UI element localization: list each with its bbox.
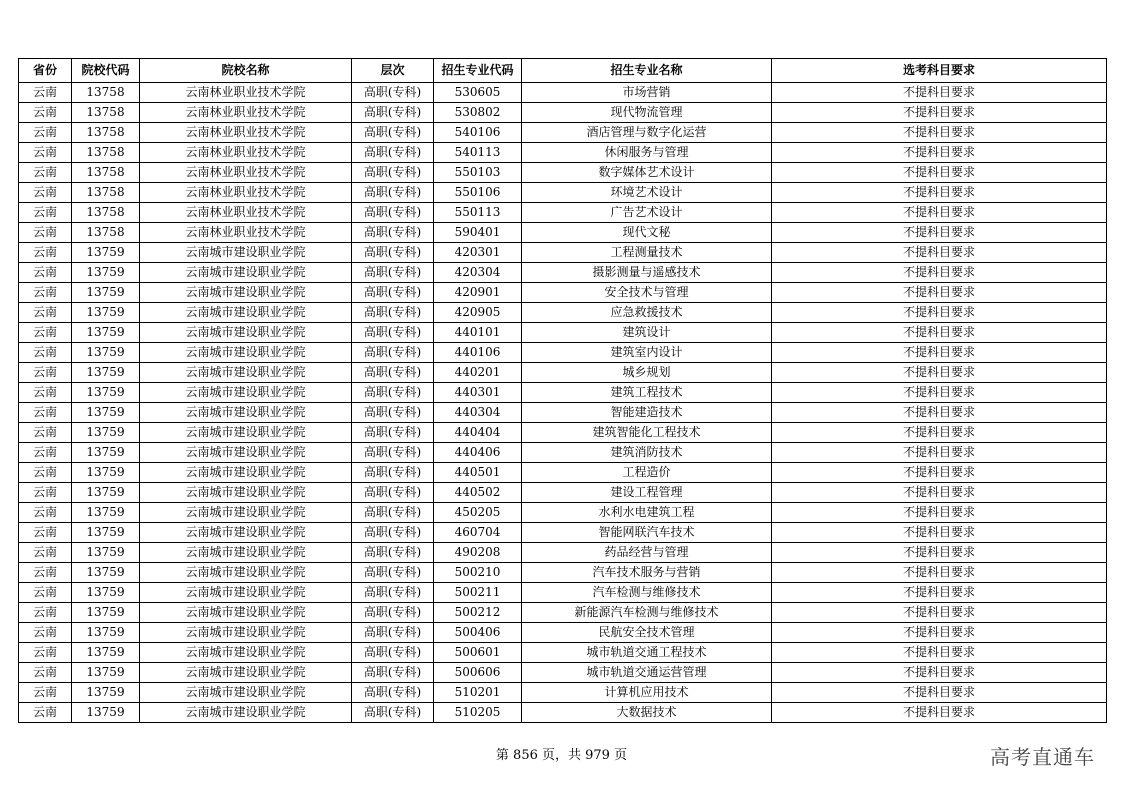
cell-province: 云南 [19, 683, 72, 703]
cell-school-name: 云南城市建设职业学院 [140, 463, 352, 483]
header-school-name: 院校名称 [140, 59, 352, 83]
cell-school-code: 13759 [72, 583, 140, 603]
cell-school-name: 云南城市建设职业学院 [140, 403, 352, 423]
table-row [19, 603, 1107, 623]
cell-school-name: 云南林业职业技术学院 [140, 103, 352, 123]
cell-subject-requirement: 不提科目要求 [772, 363, 1107, 383]
cell-major-name: 城乡规划 [522, 363, 772, 383]
cell-province: 云南 [19, 703, 72, 723]
cell-major-name: 建筑工程技术 [522, 383, 772, 403]
cell-major-name: 智能网联汽车技术 [522, 523, 772, 543]
cell-school-code: 13758 [72, 223, 140, 243]
cell-level: 高职(专科) [352, 283, 434, 303]
cell-subject-requirement: 不提科目要求 [772, 583, 1107, 603]
cell-level: 高职(专科) [352, 503, 434, 523]
cell-major-name: 水利水电建筑工程 [522, 503, 772, 523]
cell-major-code: 540113 [434, 143, 522, 163]
cell-school-name: 云南城市建设职业学院 [140, 563, 352, 583]
cell-level: 高职(专科) [352, 703, 434, 723]
cell-level: 高职(专科) [352, 323, 434, 343]
cell-province: 云南 [19, 423, 72, 443]
cell-subject-requirement: 不提科目要求 [772, 543, 1107, 563]
cell-school-code: 13759 [72, 603, 140, 623]
cell-subject-requirement: 不提科目要求 [772, 303, 1107, 323]
cell-school-name: 云南城市建设职业学院 [140, 523, 352, 543]
cell-major-code: 550103 [434, 163, 522, 183]
cell-school-code: 13759 [72, 683, 140, 703]
cell-province: 云南 [19, 103, 72, 123]
cell-major-name: 安全技术与管理 [522, 283, 772, 303]
cell-school-code: 13759 [72, 483, 140, 503]
cell-major-name: 工程测量技术 [522, 243, 772, 263]
cell-subject-requirement: 不提科目要求 [772, 403, 1107, 423]
cell-major-name: 应急救援技术 [522, 303, 772, 323]
cell-major-code: 460704 [434, 523, 522, 543]
cell-school-name: 云南城市建设职业学院 [140, 643, 352, 663]
cell-province: 云南 [19, 203, 72, 223]
cell-province: 云南 [19, 383, 72, 403]
cell-major-name: 工程造价 [522, 463, 772, 483]
cell-major-name: 建设工程管理 [522, 483, 772, 503]
cell-major-code: 500212 [434, 603, 522, 623]
cell-province: 云南 [19, 183, 72, 203]
page-number: 第 856 页，共 979 页 [495, 748, 628, 763]
cell-major-code: 510205 [434, 703, 522, 723]
table-row [19, 283, 1107, 303]
cell-major-code: 490208 [434, 543, 522, 563]
cell-level: 高职(专科) [352, 643, 434, 663]
cell-subject-requirement: 不提科目要求 [772, 223, 1107, 243]
cell-major-code: 440502 [434, 483, 522, 503]
cell-major-code: 500211 [434, 583, 522, 603]
cell-school-name: 云南城市建设职业学院 [140, 423, 352, 443]
cell-major-name: 汽车技术服务与营销 [522, 563, 772, 583]
cell-school-code: 13759 [72, 443, 140, 463]
table-row [19, 203, 1107, 223]
cell-school-name: 云南林业职业技术学院 [140, 223, 352, 243]
cell-level: 高职(专科) [352, 483, 434, 503]
cell-major-name: 智能建造技术 [522, 403, 772, 423]
cell-level: 高职(专科) [352, 83, 434, 103]
cell-level: 高职(专科) [352, 243, 434, 263]
cell-subject-requirement: 不提科目要求 [772, 323, 1107, 343]
table-row [19, 643, 1107, 663]
cell-major-name: 计算机应用技术 [522, 683, 772, 703]
cell-subject-requirement: 不提科目要求 [772, 443, 1107, 463]
cell-level: 高职(专科) [352, 363, 434, 383]
table-header [19, 59, 1107, 83]
header-level: 层次 [352, 59, 434, 83]
cell-major-name: 数字媒体艺术设计 [522, 163, 772, 183]
cell-subject-requirement: 不提科目要求 [772, 283, 1107, 303]
cell-major-code: 440404 [434, 423, 522, 443]
cell-subject-requirement: 不提科目要求 [772, 203, 1107, 223]
cell-subject-requirement: 不提科目要求 [772, 243, 1107, 263]
cell-major-code: 500406 [434, 623, 522, 643]
cell-subject-requirement: 不提科目要求 [772, 503, 1107, 523]
cell-province: 云南 [19, 643, 72, 663]
cell-major-name: 民航安全技术管理 [522, 623, 772, 643]
cell-subject-requirement: 不提科目要求 [772, 123, 1107, 143]
header-major-code: 招生专业代码 [434, 59, 522, 83]
cell-province: 云南 [19, 303, 72, 323]
cell-province: 云南 [19, 123, 72, 143]
cell-major-name: 新能源汽车检测与维修技术 [522, 603, 772, 623]
cell-school-name: 云南城市建设职业学院 [140, 243, 352, 263]
cell-major-code: 540106 [434, 123, 522, 143]
cell-province: 云南 [19, 363, 72, 383]
table-row [19, 363, 1107, 383]
cell-level: 高职(专科) [352, 523, 434, 543]
cell-subject-requirement: 不提科目要求 [772, 663, 1107, 683]
table-row [19, 623, 1107, 643]
cell-subject-requirement: 不提科目要求 [772, 343, 1107, 363]
cell-major-name: 汽车检测与维修技术 [522, 583, 772, 603]
cell-school-code: 13758 [72, 103, 140, 123]
cell-school-name: 云南城市建设职业学院 [140, 663, 352, 683]
cell-subject-requirement: 不提科目要求 [772, 383, 1107, 403]
cell-major-name: 建筑室内设计 [522, 343, 772, 363]
cell-province: 云南 [19, 263, 72, 283]
cell-major-code: 420905 [434, 303, 522, 323]
table-row [19, 183, 1107, 203]
table-row [19, 483, 1107, 503]
table-row [19, 163, 1107, 183]
cell-major-code: 420301 [434, 243, 522, 263]
table-row [19, 263, 1107, 283]
cell-school-name: 云南城市建设职业学院 [140, 283, 352, 303]
table-row [19, 663, 1107, 683]
cell-province: 云南 [19, 443, 72, 463]
cell-major-code: 500606 [434, 663, 522, 683]
table-row [19, 683, 1107, 703]
cell-province: 云南 [19, 83, 72, 103]
cell-subject-requirement: 不提科目要求 [772, 523, 1107, 543]
cell-major-code: 440406 [434, 443, 522, 463]
cell-subject-requirement: 不提科目要求 [772, 483, 1107, 503]
cell-major-code: 590401 [434, 223, 522, 243]
cell-major-name: 建筑设计 [522, 323, 772, 343]
watermark-logo: 高考直通车 [990, 745, 1095, 769]
table-row [19, 703, 1107, 723]
table-row [19, 563, 1107, 583]
cell-province: 云南 [19, 523, 72, 543]
cell-subject-requirement: 不提科目要求 [772, 143, 1107, 163]
cell-major-code: 500601 [434, 643, 522, 663]
table-row [19, 503, 1107, 523]
cell-school-code: 13759 [72, 503, 140, 523]
cell-level: 高职(专科) [352, 203, 434, 223]
table-row [19, 583, 1107, 603]
cell-school-name: 云南城市建设职业学院 [140, 603, 352, 623]
cell-major-code: 440501 [434, 463, 522, 483]
cell-school-code: 13759 [72, 643, 140, 663]
cell-level: 高职(专科) [352, 543, 434, 563]
cell-major-code: 440301 [434, 383, 522, 403]
table-row [19, 323, 1107, 343]
cell-subject-requirement: 不提科目要求 [772, 83, 1107, 103]
cell-level: 高职(专科) [352, 303, 434, 323]
cell-level: 高职(专科) [352, 143, 434, 163]
cell-province: 云南 [19, 463, 72, 483]
cell-major-code: 420304 [434, 263, 522, 283]
cell-school-name: 云南城市建设职业学院 [140, 543, 352, 563]
cell-major-code: 440201 [434, 363, 522, 383]
cell-level: 高职(专科) [352, 263, 434, 283]
cell-level: 高职(专科) [352, 223, 434, 243]
cell-school-code: 13759 [72, 563, 140, 583]
cell-school-code: 13759 [72, 343, 140, 363]
cell-level: 高职(专科) [352, 583, 434, 603]
cell-school-name: 云南林业职业技术学院 [140, 83, 352, 103]
cell-school-code: 13759 [72, 383, 140, 403]
header-major-name: 招生专业名称 [522, 59, 772, 83]
cell-school-code: 13759 [72, 263, 140, 283]
cell-province: 云南 [19, 223, 72, 243]
table-row [19, 403, 1107, 423]
cell-level: 高职(专科) [352, 443, 434, 463]
cell-level: 高职(专科) [352, 383, 434, 403]
cell-major-name: 现代物流管理 [522, 103, 772, 123]
cell-province: 云南 [19, 483, 72, 503]
cell-province: 云南 [19, 663, 72, 683]
cell-subject-requirement: 不提科目要求 [772, 623, 1107, 643]
cell-major-name: 广告艺术设计 [522, 203, 772, 223]
cell-province: 云南 [19, 143, 72, 163]
header-subject-requirement: 选考科目要求 [772, 59, 1107, 83]
header-row [19, 59, 1107, 83]
cell-major-name: 大数据技术 [522, 703, 772, 723]
table-row [19, 523, 1107, 543]
table-row [19, 443, 1107, 463]
cell-level: 高职(专科) [352, 663, 434, 683]
cell-major-name: 现代文秘 [522, 223, 772, 243]
cell-school-code: 13759 [72, 423, 140, 443]
cell-level: 高职(专科) [352, 123, 434, 143]
cell-level: 高职(专科) [352, 563, 434, 583]
cell-school-code: 13759 [72, 623, 140, 643]
cell-school-code: 13758 [72, 123, 140, 143]
cell-school-name: 云南城市建设职业学院 [140, 703, 352, 723]
table-row [19, 543, 1107, 563]
cell-level: 高职(专科) [352, 623, 434, 643]
cell-school-code: 13759 [72, 703, 140, 723]
cell-school-code: 13759 [72, 303, 140, 323]
table-row [19, 303, 1107, 323]
cell-level: 高职(专科) [352, 343, 434, 363]
cell-province: 云南 [19, 503, 72, 523]
table-row [19, 83, 1107, 103]
table-row [19, 123, 1107, 143]
cell-school-name: 云南城市建设职业学院 [140, 443, 352, 463]
cell-major-code: 450205 [434, 503, 522, 523]
cell-school-name: 云南城市建设职业学院 [140, 483, 352, 503]
cell-subject-requirement: 不提科目要求 [772, 703, 1107, 723]
cell-school-code: 13758 [72, 143, 140, 163]
cell-school-name: 云南城市建设职业学院 [140, 623, 352, 643]
cell-major-name: 酒店管理与数字化运营 [522, 123, 772, 143]
cell-province: 云南 [19, 243, 72, 263]
cell-major-code: 440101 [434, 323, 522, 343]
cell-major-code: 550113 [434, 203, 522, 223]
cell-school-name: 云南城市建设职业学院 [140, 383, 352, 403]
table-row [19, 423, 1107, 443]
cell-major-name: 城市轨道交通运营管理 [522, 663, 772, 683]
cell-major-name: 建筑消防技术 [522, 443, 772, 463]
cell-school-code: 13759 [72, 323, 140, 343]
table-row [19, 383, 1107, 403]
header-province: 省份 [19, 59, 72, 83]
cell-school-name: 云南城市建设职业学院 [140, 343, 352, 363]
cell-school-code: 13759 [72, 543, 140, 563]
cell-level: 高职(专科) [352, 183, 434, 203]
cell-school-code: 13759 [72, 283, 140, 303]
cell-major-code: 530802 [434, 103, 522, 123]
cell-subject-requirement: 不提科目要求 [772, 683, 1107, 703]
table-row [19, 103, 1107, 123]
cell-major-code: 510201 [434, 683, 522, 703]
cell-level: 高职(专科) [352, 423, 434, 443]
cell-province: 云南 [19, 583, 72, 603]
cell-subject-requirement: 不提科目要求 [772, 263, 1107, 283]
cell-subject-requirement: 不提科目要求 [772, 103, 1107, 123]
cell-province: 云南 [19, 623, 72, 643]
cell-major-code: 440304 [434, 403, 522, 423]
cell-school-code: 13759 [72, 463, 140, 483]
table-body [19, 83, 1107, 723]
cell-school-name: 云南城市建设职业学院 [140, 503, 352, 523]
cell-province: 云南 [19, 603, 72, 623]
cell-school-code: 13759 [72, 663, 140, 683]
cell-province: 云南 [19, 403, 72, 423]
cell-school-name: 云南城市建设职业学院 [140, 683, 352, 703]
cell-level: 高职(专科) [352, 103, 434, 123]
cell-school-name: 云南林业职业技术学院 [140, 143, 352, 163]
cell-subject-requirement: 不提科目要求 [772, 463, 1107, 483]
cell-school-code: 13758 [72, 203, 140, 223]
cell-province: 云南 [19, 563, 72, 583]
cell-major-code: 550106 [434, 183, 522, 203]
cell-school-code: 13758 [72, 183, 140, 203]
cell-major-name: 环境艺术设计 [522, 183, 772, 203]
cell-major-name: 摄影测量与遥感技术 [522, 263, 772, 283]
cell-level: 高职(专科) [352, 603, 434, 623]
cell-subject-requirement: 不提科目要求 [772, 163, 1107, 183]
header-school-code: 院校代码 [72, 59, 140, 83]
cell-school-code: 13759 [72, 403, 140, 423]
cell-school-name: 云南城市建设职业学院 [140, 323, 352, 343]
cell-school-code: 13758 [72, 163, 140, 183]
cell-province: 云南 [19, 543, 72, 563]
cell-school-name: 云南城市建设职业学院 [140, 583, 352, 603]
cell-major-name: 市场营销 [522, 83, 772, 103]
cell-province: 云南 [19, 323, 72, 343]
cell-major-name: 城市轨道交通工程技术 [522, 643, 772, 663]
cell-school-name: 云南城市建设职业学院 [140, 263, 352, 283]
cell-major-code: 440106 [434, 343, 522, 363]
cell-school-name: 云南林业职业技术学院 [140, 203, 352, 223]
cell-school-name: 云南城市建设职业学院 [140, 303, 352, 323]
cell-province: 云南 [19, 163, 72, 183]
cell-school-name: 云南林业职业技术学院 [140, 123, 352, 143]
cell-level: 高职(专科) [352, 403, 434, 423]
cell-school-name: 云南城市建设职业学院 [140, 363, 352, 383]
cell-subject-requirement: 不提科目要求 [772, 563, 1107, 583]
cell-school-code: 13758 [72, 83, 140, 103]
table-row [19, 243, 1107, 263]
cell-subject-requirement: 不提科目要求 [772, 183, 1107, 203]
cell-province: 云南 [19, 283, 72, 303]
cell-school-code: 13759 [72, 243, 140, 263]
cell-level: 高职(专科) [352, 683, 434, 703]
cell-subject-requirement: 不提科目要求 [772, 643, 1107, 663]
cell-level: 高职(专科) [352, 463, 434, 483]
cell-province: 云南 [19, 343, 72, 363]
cell-school-code: 13759 [72, 363, 140, 383]
table-row [19, 463, 1107, 483]
cell-major-code: 530605 [434, 83, 522, 103]
table-row [19, 143, 1107, 163]
cell-major-code: 500210 [434, 563, 522, 583]
cell-subject-requirement: 不提科目要求 [772, 603, 1107, 623]
cell-major-name: 药品经营与管理 [522, 543, 772, 563]
cell-subject-requirement: 不提科目要求 [772, 423, 1107, 443]
cell-school-name: 云南林业职业技术学院 [140, 163, 352, 183]
enrollment-table [18, 58, 1107, 723]
table-row [19, 343, 1107, 363]
cell-school-code: 13759 [72, 523, 140, 543]
table-row [19, 223, 1107, 243]
cell-school-name: 云南林业职业技术学院 [140, 183, 352, 203]
cell-major-name: 休闲服务与管理 [522, 143, 772, 163]
cell-level: 高职(专科) [352, 163, 434, 183]
cell-major-name: 建筑智能化工程技术 [522, 423, 772, 443]
cell-major-code: 420901 [434, 283, 522, 303]
